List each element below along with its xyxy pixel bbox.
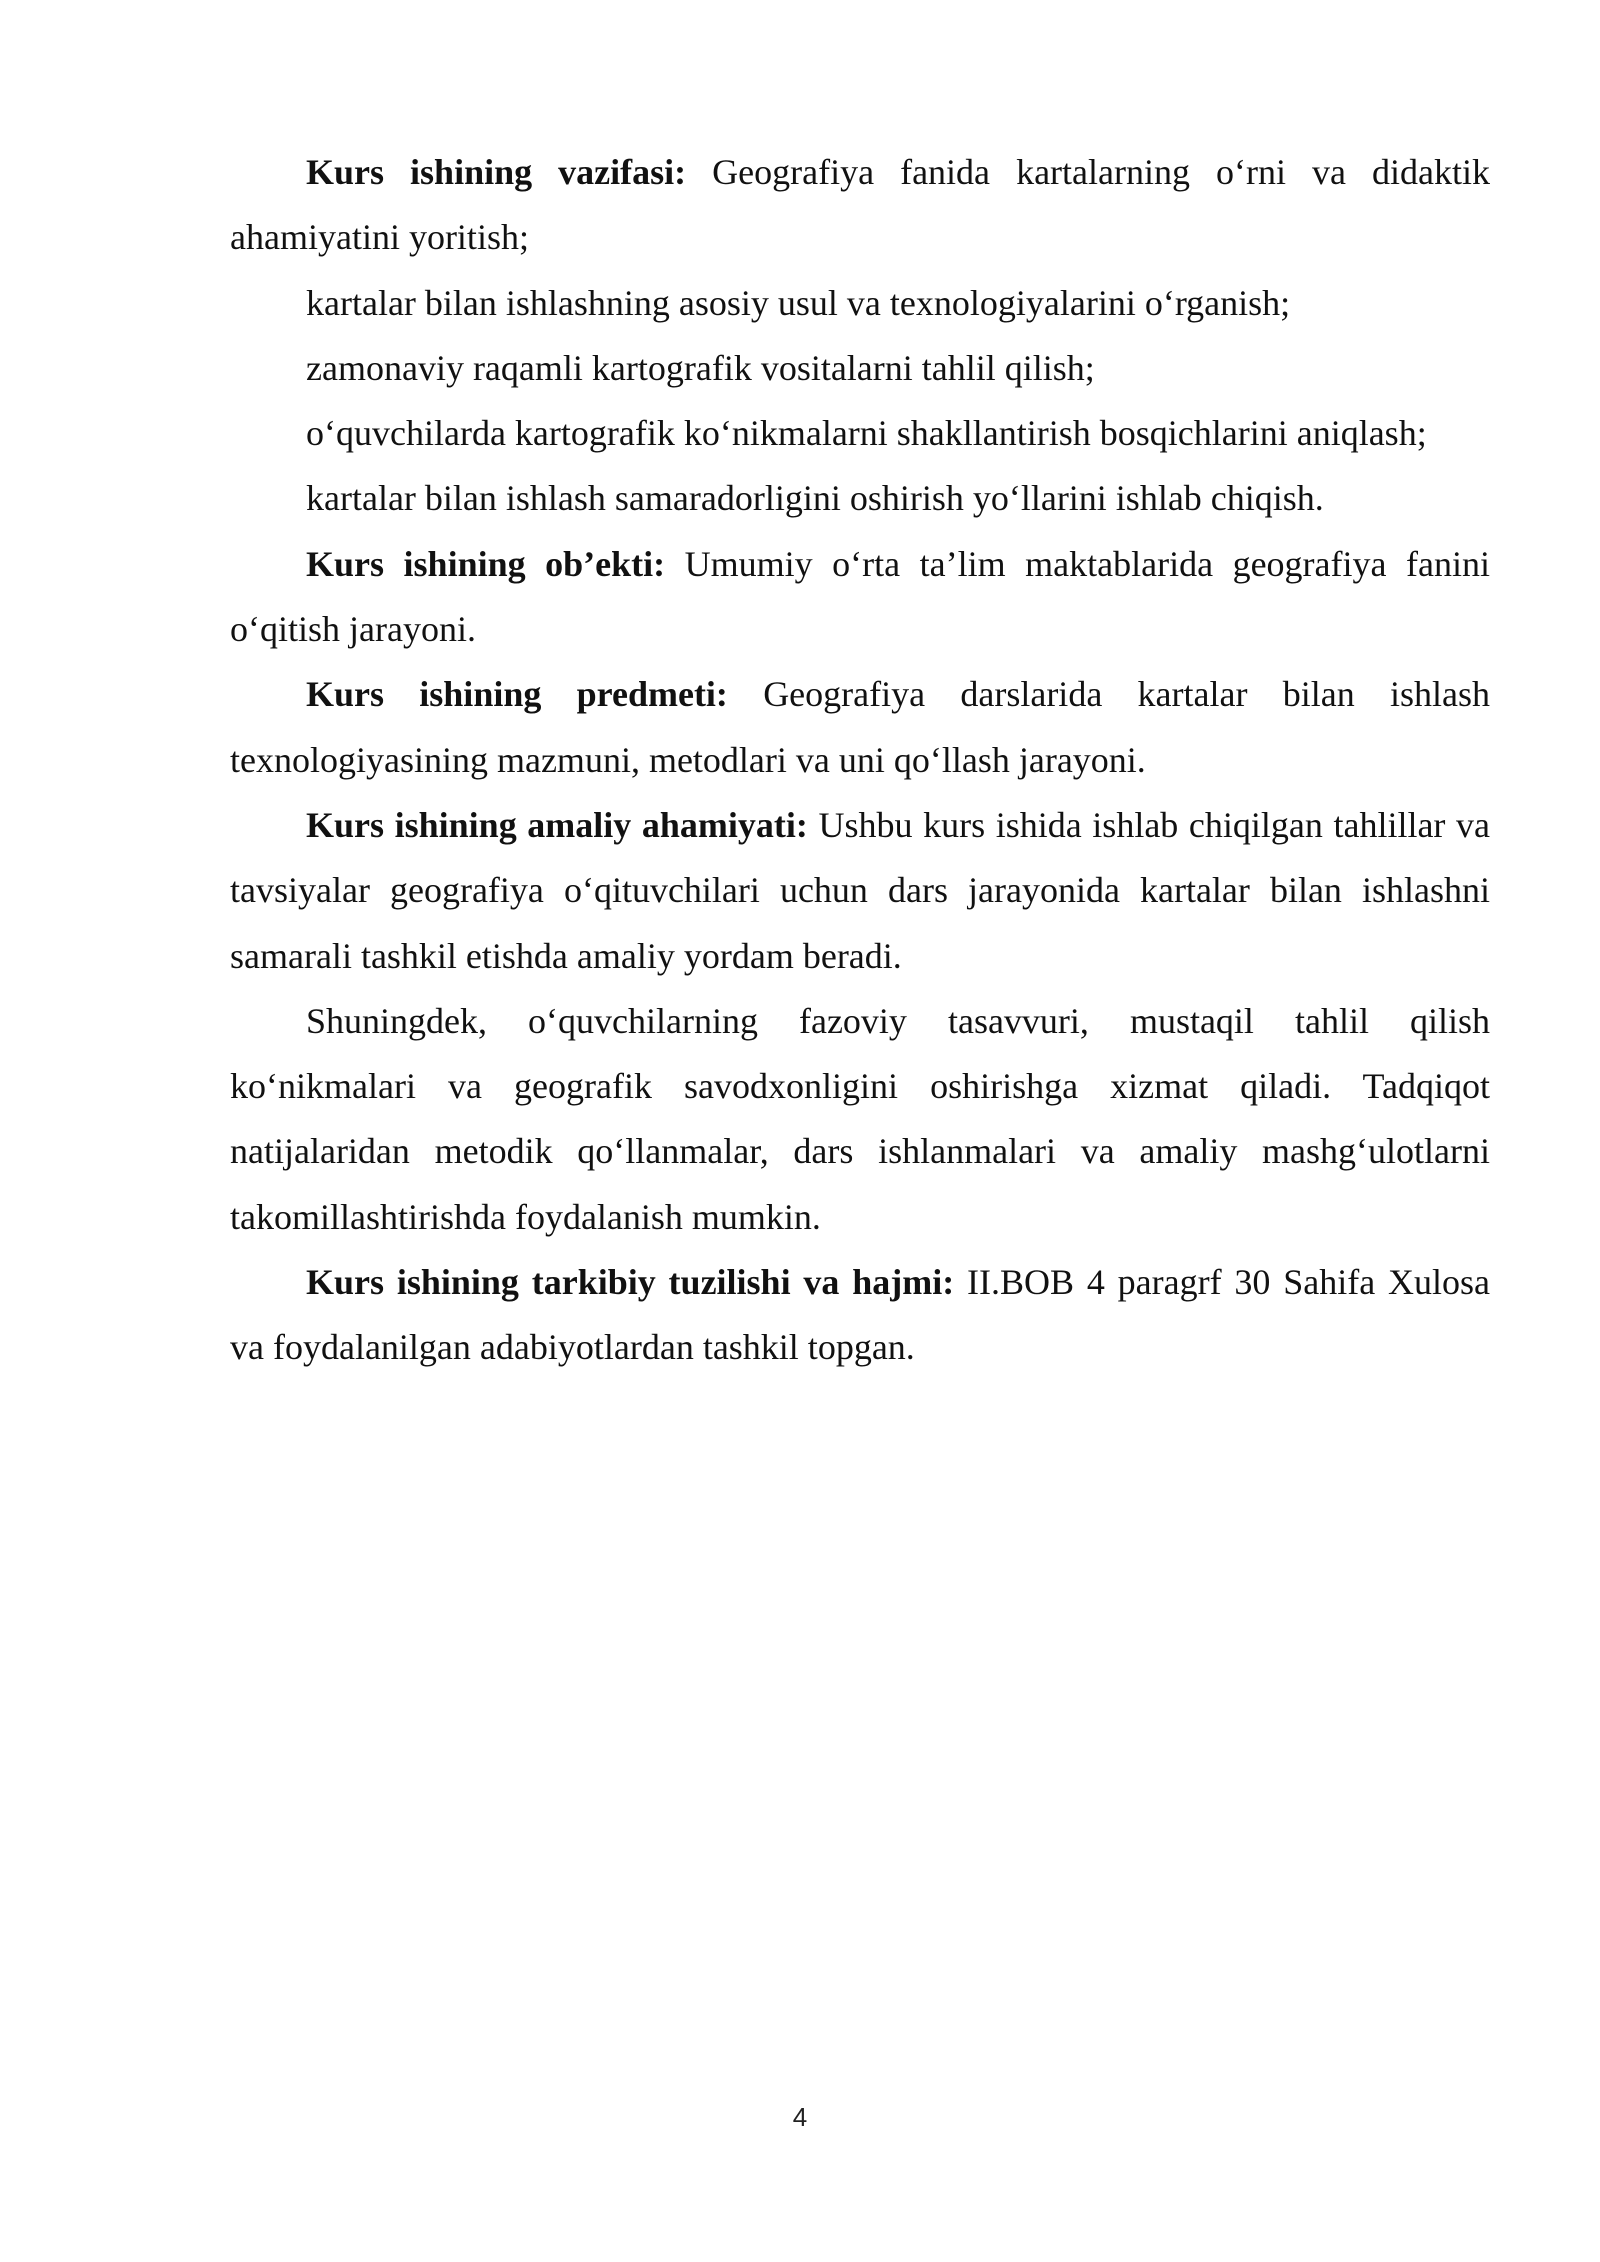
paragraph-course-object xyxy=(230,532,1490,663)
paragraph-course-tasks xyxy=(230,140,1490,271)
paragraph-label: Kurs ishining predmeti: xyxy=(306,674,728,715)
paragraph-text: kartalar bilan ishlash samaradorligini oshirish yo‘llarini ishlab chiqish. xyxy=(306,478,1324,519)
paragraph-text: Geografiya darslarida kartalar bilan ishlash texnologiyasining mazmuni, metodlari va uni qo‘llash jarayoni. xyxy=(230,674,1490,780)
paragraph-additional-significance xyxy=(230,989,1490,1250)
paragraph-course-subject xyxy=(230,662,1490,793)
page-number: 4 xyxy=(792,2102,808,2132)
paragraph-text: kartalar bilan ishlashning asosiy usul va texnologiyalarini o‘rganish; xyxy=(306,282,1291,323)
paragraph-text: II.BOB 4 paragrf 30 Sahifa Xulosa va foydalanilgan adabiyotlardan tashkil topgan. xyxy=(230,1262,1490,1368)
paragraph-label: Kurs ishining vazifasi: xyxy=(306,152,687,192)
paragraph-task-item xyxy=(230,466,1490,531)
paragraph-practical-significance xyxy=(230,793,1490,989)
paragraph-text: Umumiy o‘rta ta’lim maktablarida geografiya fanini o‘qitish jarayoni. xyxy=(230,543,1490,650)
paragraph-structure-volume xyxy=(230,1250,1490,1381)
paragraph-text: o‘quvchilarda kartografik ko‘nikmalarni shakllantirish bosqichlarini aniqlash; xyxy=(306,413,1427,454)
paragraph-task-item xyxy=(230,401,1490,466)
paragraph-label: Kurs ishining amaliy ahamiyati: xyxy=(306,804,808,845)
paragraph-task-item xyxy=(230,336,1490,401)
paragraph-label: Kurs ishining ob’ekti: xyxy=(306,543,666,584)
document-body xyxy=(230,140,1490,1381)
paragraph-task-item xyxy=(230,271,1490,336)
paragraph-text: Shuningdek, o‘quvchilarning fazoviy tasavvuri, mustaqil tahlil qilish ko‘nikmalari va geografik savodxonligini oshirishga xizmat qiladi. Tadqiqot natijalaridan metodik qo‘llanmalar, dars ishlanmalari va amaliy mashg‘ulotlarni takomillashtirishda foydalanish mumkin. xyxy=(230,1000,1490,1237)
paragraph-text: zamonaviy raqamli kartografik vositalarni tahlil qilish; xyxy=(306,347,1095,388)
paragraph-label: Kurs ishining tarkibiy tuzilishi va hajmi: xyxy=(306,1262,955,1303)
paragraph-text: Ushbu kurs ishida ishlab chiqilgan tahlillar va tavsiyalar geografiya o‘qituvchilari uchun dars jarayonida kartalar bilan ishlashni samarali tashkil etishda amaliy yordam beradi. xyxy=(230,804,1490,976)
paragraph-text: Geografiya fanida kartalarning o‘rni va didaktik ahamiyatini yoritish; xyxy=(230,152,1491,258)
